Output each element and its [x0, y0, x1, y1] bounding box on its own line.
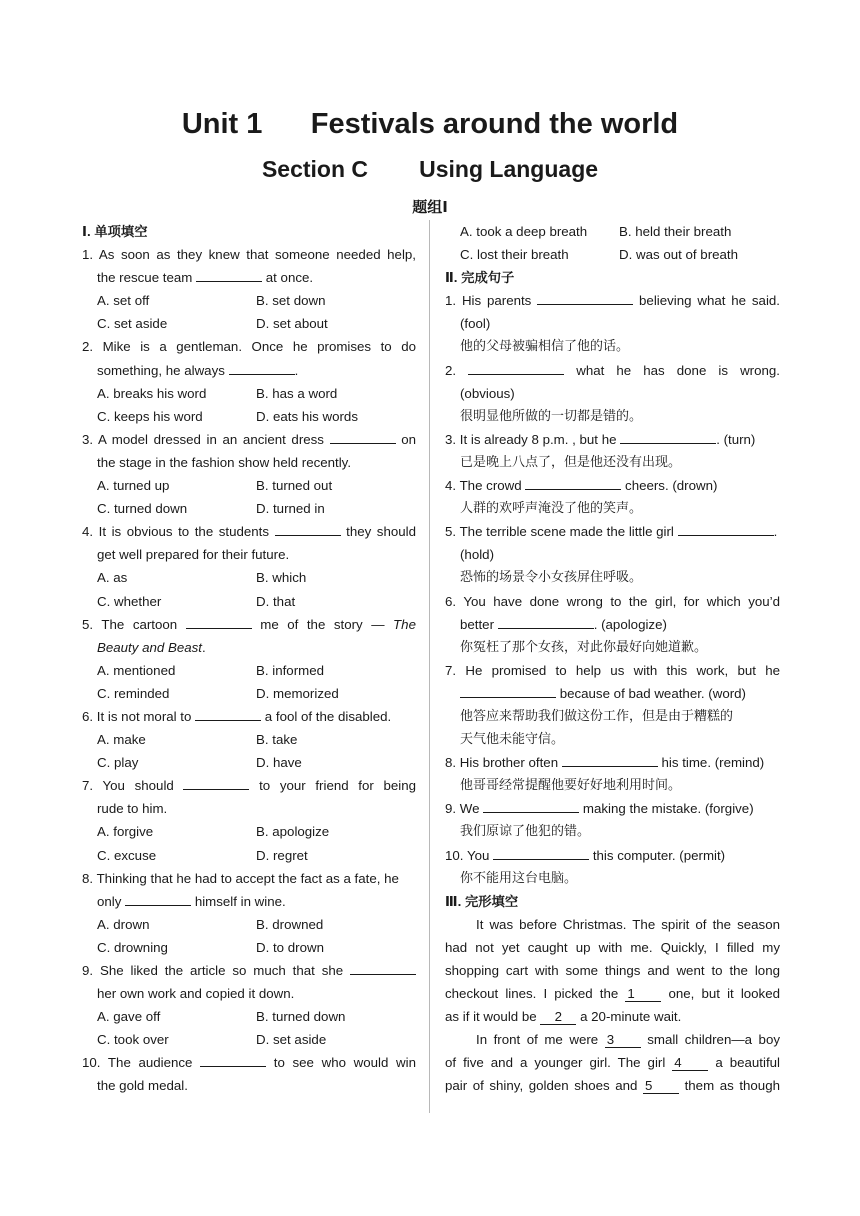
unit-title: Unit 1 Festivals around the world: [181, 108, 679, 140]
sentence-8: 8. His brother often his time. (remind) 他哥哥经常提醒他要好好地利用时间。: [445, 751, 780, 797]
part2-heading: Ⅱ. 完成句子: [445, 270, 515, 286]
option: A. turned up: [97, 478, 170, 494]
cloze-blank-4: 4: [672, 1055, 708, 1071]
cloze-blank-1: 1: [625, 986, 661, 1002]
option: C. play: [97, 755, 139, 771]
sentence-10: 10. You this computer. (permit) 你不能用这台电脑。: [445, 844, 780, 890]
option: A. make: [97, 732, 146, 748]
question-9: 9. She liked the article so much that she her own work and copied it down. A. gave off B. turned down C. took over D. set aside: [82, 959, 416, 1051]
option: B. has a word: [256, 385, 338, 401]
option: D. eats his words: [256, 408, 358, 424]
option: C. reminded: [97, 685, 170, 701]
option: D. set about: [256, 316, 328, 332]
option: A. set off: [97, 293, 150, 309]
sentence-2: 2. what he has done is wrong. (obvious) 很明显他所做的一切都是错的。: [445, 359, 780, 428]
cloze-blank-2: 2: [540, 1009, 576, 1025]
question-10-options-1: [445, 220, 780, 243]
option: C. keeps his word: [97, 408, 203, 424]
option: B. held their breath: [619, 224, 732, 239]
option: C. excuse: [97, 847, 157, 863]
option: C. lost their breath: [460, 247, 569, 263]
option: B. set down: [256, 293, 326, 309]
left-column: [82, 220, 416, 1098]
option: D. memorized: [256, 685, 339, 701]
option: A. mentioned: [97, 662, 176, 678]
option: B. take: [256, 732, 298, 748]
question-5: 5. The cartoon me of the story — The Beauty and Beast. A. mentioned B. informed C. reminded D. memorized: [82, 613, 416, 705]
option: C. drowning: [97, 939, 168, 955]
option: D. regret: [256, 847, 308, 863]
option: B. drowned: [256, 916, 324, 932]
option: D. that: [256, 593, 296, 609]
question-3: 3. A model dressed in an ancient dress on the stage in the fashion show held recently. A. turned up B. turned out C. turned down D. turned in: [82, 428, 416, 520]
option: A. forgive: [97, 824, 154, 840]
option: A. gave off: [97, 1009, 161, 1025]
option: C. set aside: [97, 316, 168, 332]
part3-heading: Ⅲ. 完形填空: [445, 893, 519, 909]
sentence-1: 1. His parents believing what he said. (fool) 他的父母被骗相信了他的话。: [445, 289, 780, 358]
option: D. turned in: [256, 501, 325, 517]
option: A. breaks his word: [97, 385, 207, 401]
sentence-7: 7. He promised to help us with this work, but he because of bad weather. (word) 他答应来帮助我们做这份工作，但是由于糟糕的 天气他未能守信。: [445, 662, 780, 748]
sentence-4: 4. The crowd cheers. (drown) 人群的欢呼声淹没了他的笑声。: [445, 474, 780, 520]
option: D. have: [256, 755, 302, 771]
option: A. drown: [97, 916, 150, 932]
sentence-9: 9. We making the mistake. (forgive) 我们原谅了他犯的错。: [445, 797, 780, 843]
question-6: 6. It is not moral to a fool of the disabled. A. make B. take C. play D. have: [82, 705, 416, 774]
option: C. took over: [97, 1032, 169, 1048]
question-2: 2. Mike is a gentleman. Once he promises to do something, he always . A. breaks his word B. has a word C. keeps his word D. eats his words: [82, 335, 416, 427]
cloze-blank-5: 5: [643, 1078, 679, 1094]
column-divider: [429, 220, 430, 1113]
sentence-3: 3. It is already 8 p.m. , but he . (turn) 已是晚上八点了，但是他还没有出现。: [445, 428, 780, 474]
right-column: [445, 220, 780, 1098]
option: D. to drown: [256, 939, 324, 955]
sentence-6: 6. You have done wrong to the girl, for which you’d better . (apologize) 你冤枉了那个女孩，对此你最好向她道歉。: [445, 593, 780, 655]
sentence-5: 5. The terrible scene made the little girl . (hold) 恐怖的场景令小女孩屏住呼吸。: [445, 520, 780, 589]
option: B. informed: [256, 662, 324, 678]
part1-heading: Ⅰ. 单项填空: [82, 224, 148, 239]
option: B. which: [256, 570, 307, 586]
question-8: 8. Thinking that he had to accept the fact as a fate, he only himself in wine. A. drown B. drowned C. drowning D. to drown: [82, 867, 416, 959]
question-4: 4. It is obvious to the students they should get well prepared for their future. A. as B. which C. whether D. that: [82, 520, 416, 612]
cloze-blank-3: 3: [605, 1032, 641, 1048]
option: B. apologize: [256, 824, 330, 840]
option: D. set aside: [256, 1032, 327, 1048]
option: C. whether: [97, 593, 162, 609]
question-7: 7. You should to your friend for being rude to him. A. forgive B. apologize C. excuse D. regret: [82, 774, 416, 866]
option: B. turned out: [256, 478, 333, 494]
option: A. took a deep breath: [460, 224, 588, 239]
option: D. was out of breath: [619, 247, 738, 263]
cloze-passage: It was before Christmas. The spirit of the season had not yet caught up with me. Quickly, I filled my shopping cart with some things and went to the long checkout lines. I picked the 1 one, but it looked as if it would be 2 a 20-minute wait. In front of me were 3 small children—a boy of five and a younger girl. The girl 4 a beautiful pair of shiny, golden shoes and 5 them as though: [445, 916, 780, 1094]
question-10: 10. The audience to see who would win the gold medal.: [82, 1051, 416, 1097]
section-title: Section C Using Language: [261, 156, 599, 182]
option: B. turned down: [256, 1009, 346, 1025]
group-label: 题组Ⅰ: [412, 199, 448, 216]
option: A. as: [97, 570, 128, 586]
question-1: 1. As soon as they knew that someone needed help, the rescue team at once. A. set off B. set down C. set aside D. set about: [82, 243, 416, 335]
option: C. turned down: [97, 501, 188, 517]
question-10-options-2: [445, 243, 780, 266]
